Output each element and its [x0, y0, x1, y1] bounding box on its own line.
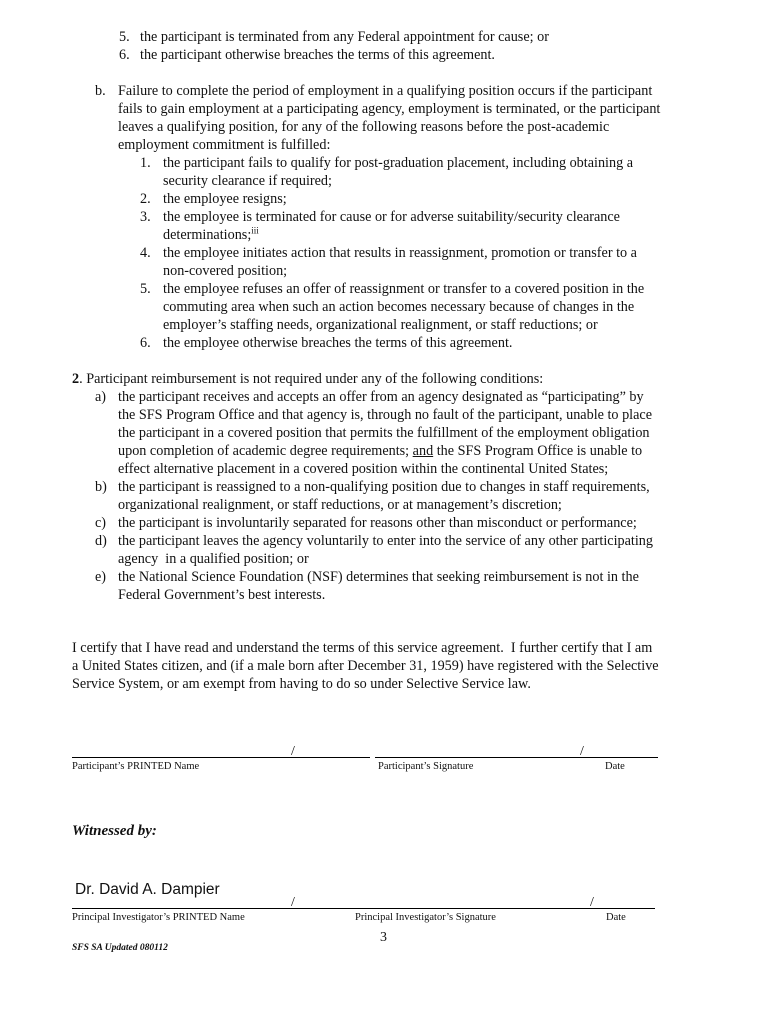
text-part: the SFS Program Office is unable to — [433, 443, 643, 459]
list-letter: a) — [95, 389, 107, 405]
section-heading — [72, 370, 543, 388]
pi-printed-name-label: Principal Investigator’s PRINTED Name — [72, 912, 245, 923]
certification-line: I certify that I have read and understand the terms of this service agreement. I further certify that I am — [72, 640, 653, 656]
list-item-text: the employee initiates action that results in reassignment, promotion or transfer to a — [163, 245, 637, 261]
list-item-text: employer’s staffing needs, organizational realignment, or staff reductions; or — [163, 317, 598, 333]
list-item-text: Federal Government’s best interests. — [118, 587, 326, 603]
footer-revision: SFS SA Updated 080112 — [72, 943, 168, 953]
pi-date-label: Date — [606, 912, 626, 923]
list-item-text-part: determinations; — [163, 227, 252, 243]
list-number: 4. — [140, 245, 151, 261]
underlined-and: and — [412, 443, 434, 459]
pi-signature-label: Principal Investigator’s Signature — [355, 912, 496, 923]
list-letter: c) — [95, 515, 107, 531]
list-item-text: the participant otherwise breaches the terms of this agreement. — [140, 47, 495, 63]
certification-line: Service System, or am exempt from having to do so under Selective Service law. — [72, 676, 531, 692]
participant-signature-line[interactable] — [375, 757, 658, 758]
witness-heading: Witnessed by: — [72, 823, 157, 839]
list-item-text: the participant leaves the agency voluntarily to enter into the service of any other participating — [118, 533, 653, 549]
subsection-label: b. — [95, 83, 106, 99]
list-item-text: non-covered position; — [163, 263, 288, 279]
list-item-text: the participant is involuntarily separated for reasons other than misconduct or performance; — [118, 515, 637, 531]
list-item-text: the employee otherwise breaches the terms of this agreement. — [163, 335, 513, 351]
certification-line: a United States citizen, and (if a male born after December 31, 1959) have registered with the Selective — [72, 658, 659, 674]
list-letter: e) — [95, 569, 107, 585]
participant-printed-name-label: Participant’s PRINTED Name — [72, 761, 200, 772]
pi-printed-name-value[interactable]: Dr. David A. Dampier — [75, 881, 220, 898]
list-item-text: effect alternative placement in a covered position within the continental United States; — [118, 461, 609, 477]
list-number: 5. — [140, 281, 151, 297]
list-letter: d) — [95, 533, 107, 549]
list-item-text: the National Science Foundation (NSF) determines that seeking reimbursement is not in the — [118, 569, 639, 585]
paragraph-line: fails to gain employment at a participating agency, employment is terminated, or the participant — [118, 101, 661, 117]
page-number: 3 — [380, 930, 387, 945]
list-item-text: organizational realignment, or staff reductions, or at management’s discretion; — [118, 497, 562, 513]
section-number: 2 — [72, 371, 80, 387]
list-item-text: the participant receives and accepts an offer from an agency designated as “participating” by — [118, 389, 644, 405]
section-intro: . Participant reimbursement is not required under any of the following conditions: — [79, 371, 544, 387]
list-item-text: the participant in a covered position that permits the fulfillment of the employment obligation — [118, 425, 650, 441]
list-letter: b) — [95, 479, 107, 495]
separator-slash: / — [291, 895, 295, 910]
list-item-text: agency in a qualified position; or — [118, 551, 309, 567]
list-item-text: security clearance if required; — [163, 173, 332, 189]
list-number: 2. — [140, 191, 151, 207]
separator-slash: / — [580, 744, 584, 759]
paragraph-line: employment commitment is fulfilled: — [118, 137, 331, 153]
list-item-text: the participant fails to qualify for post-graduation placement, including obtaining a — [163, 155, 634, 171]
list-item-text: the SFS Program Office and that agency is, through no fault of the participant, unable to place — [118, 407, 652, 423]
separator-slash: / — [291, 744, 295, 759]
list-number: 3. — [140, 209, 151, 225]
list-item-text: the participant is terminated from any Federal appointment for cause; or — [140, 29, 549, 45]
list-number: 6. — [140, 335, 151, 351]
paragraph-line: Failure to complete the period of employment in a qualifying position occurs if the participant — [118, 83, 653, 99]
list-number: 5. — [119, 29, 130, 45]
list-item-text: the employee refuses an offer of reassignment or transfer to a covered position in the — [163, 281, 645, 297]
list-item-text: commuting area when such an action becomes necessary because of changes in the — [163, 299, 635, 315]
pi-signature-line[interactable] — [72, 908, 655, 909]
list-item-text — [163, 226, 259, 244]
list-number: 6. — [119, 47, 130, 63]
participant-date-label: Date — [605, 761, 625, 772]
list-number: 1. — [140, 155, 151, 171]
list-item-text — [118, 442, 642, 460]
separator-slash: / — [590, 895, 594, 910]
text-part: upon completion of academic degree requirements; — [118, 443, 413, 459]
footnote-marker[interactable]: iii — [251, 225, 259, 236]
participant-signature-label: Participant’s Signature — [378, 761, 474, 772]
paragraph-line: leaves a qualifying position, for any of the following reasons before the post-academic — [118, 119, 610, 135]
list-item-text: the employee is terminated for cause or for adverse suitability/security clearance — [163, 209, 620, 225]
list-item-text: the participant is reassigned to a non-qualifying position due to changes in staff requirements, — [118, 479, 650, 495]
list-item-text: the employee resigns; — [163, 191, 287, 207]
participant-name-line[interactable] — [72, 757, 370, 758]
